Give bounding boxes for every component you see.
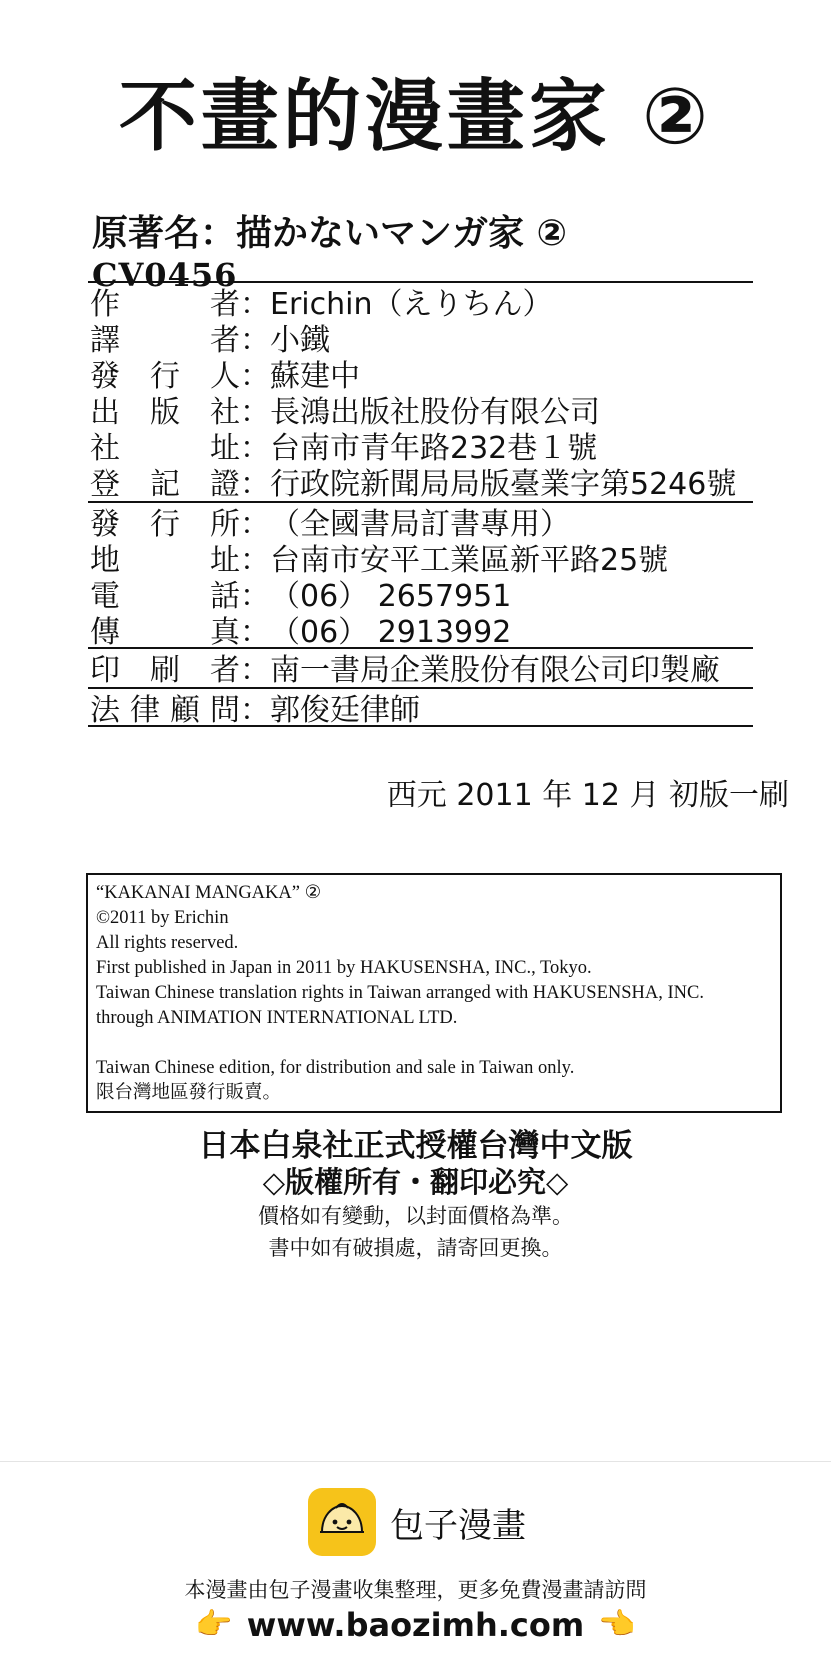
label-char: 社 (90, 431, 120, 466)
label-char: 刷 (150, 653, 180, 688)
divider (88, 687, 753, 689)
label-char: 址 (210, 431, 240, 466)
rights-notice: ◇版權所有・翻印必究◇ (262, 1165, 569, 1199)
copyright-box (86, 873, 782, 1113)
copyright-line: ©2011 by Erichin (96, 908, 229, 928)
label-char: 所 (210, 507, 240, 542)
label-char: 問 (210, 693, 240, 728)
info-row (90, 610, 511, 648)
row-value: 長鴻出版社股份有限公司 (270, 395, 600, 430)
row-value: 台南市安平工業區新平路25號 (270, 543, 669, 578)
label-char: 者 (210, 323, 240, 358)
row-label (90, 645, 240, 689)
row-colon: ： (240, 543, 270, 578)
row-colon: ： (240, 467, 270, 502)
label-char: 者 (210, 287, 240, 322)
copyright-line: First published in Japan in 2011 by HAKUSENSHA, INC., Tokyo. (96, 958, 592, 978)
footer-notice: 本漫畫由包子漫畫收集整理，更多免費漫畫請訪問 (184, 1578, 647, 1602)
copyright-line: Taiwan Chinese translation rights in Taiwan arranged with HAKUSENSHA, INC. (96, 983, 704, 1003)
copyright-line: All rights reserved. (96, 933, 239, 953)
pointing-left-icon: 👈 (598, 1607, 636, 1642)
label-char: 律 (130, 693, 160, 728)
label-char: 出 (90, 395, 120, 430)
label-char: 發 (90, 507, 120, 542)
row-colon: ： (240, 359, 270, 394)
row-colon: ： (240, 579, 270, 614)
page-title: 不畫的漫畫家 ② (118, 72, 713, 162)
catalog-code: CV0456 (92, 256, 238, 294)
label-char: 址 (210, 543, 240, 578)
blank-line (96, 1031, 772, 1056)
label-char: 行 (150, 507, 180, 542)
row-value: （06） 2657951 (270, 579, 512, 614)
row-label (90, 459, 240, 503)
label-char: 人 (210, 359, 240, 394)
row-value: （全國書局訂書專用） (270, 507, 570, 542)
label-char: 顧 (170, 693, 200, 728)
copyright-line: 限台灣地區發行販賣。 (96, 1083, 282, 1103)
site-row (0, 1606, 831, 1644)
damage-notice: 書中如有破損處，請寄回更換。 (268, 1236, 563, 1260)
row-value: 行政院新聞局局版臺業字第5246號 (270, 467, 737, 502)
row-value: 台南市青年路232巷１號 (270, 431, 598, 466)
row-colon: ： (240, 431, 270, 466)
copyright-line: through ANIMATION INTERNATIONAL LTD. (96, 1008, 458, 1028)
info-row (90, 648, 720, 686)
brand-logo[interactable] (308, 1488, 526, 1556)
label-char: 地 (90, 543, 120, 578)
edition-info: 西元 2011 年 12 月 初版一刷 (386, 778, 789, 813)
row-value: Erichin（えりちん） (270, 287, 553, 322)
row-value: 南一書局企業股份有限公司印製廠 (270, 653, 720, 688)
row-colon: ： (240, 507, 270, 542)
label-char: 印 (90, 653, 120, 688)
row-colon: ： (240, 653, 270, 688)
row-value: 郭俊廷律師 (270, 693, 420, 728)
label-char: 登 (90, 467, 120, 502)
info-row (90, 462, 736, 500)
price-notice: 價格如有變動，以封面價格為準。 (258, 1204, 573, 1228)
brand-name: 包子漫畫 (390, 1505, 526, 1546)
row-colon: ： (240, 323, 270, 358)
row-colon: ： (240, 615, 270, 650)
pointing-right-icon: 👉 (195, 1607, 233, 1642)
copyright-line: “KAKANAI MANGAKA” ② (96, 883, 322, 903)
label-char: 行 (150, 359, 180, 394)
label-char: 發 (90, 359, 120, 394)
label-char: 傳 (90, 615, 120, 650)
copyright-line: Taiwan Chinese edition, for distribution and sale in Taiwan only. (96, 1058, 575, 1078)
label-char: 版 (150, 395, 180, 430)
original-title: 原著名：描かないマンガ家 ② (92, 213, 568, 254)
row-colon: ： (240, 287, 270, 322)
label-char: 社 (210, 395, 240, 430)
footer-divider (0, 1461, 831, 1462)
row-value: 小鐵 (270, 323, 330, 358)
label-char: 電 (90, 579, 120, 614)
row-value: 蘇建中 (270, 359, 360, 394)
bun-icon (308, 1488, 376, 1556)
row-label (90, 685, 240, 729)
label-char: 真 (210, 615, 240, 650)
label-char: 話 (210, 579, 240, 614)
label-char: 證 (210, 467, 240, 502)
site-link[interactable]: www.baozimh.com (246, 1606, 585, 1644)
label-char: 譯 (90, 323, 120, 358)
divider (88, 725, 753, 727)
row-colon: ： (240, 395, 270, 430)
label-char: 者 (210, 653, 240, 688)
label-char: 記 (150, 467, 180, 502)
info-row (90, 688, 420, 726)
row-colon: ： (240, 693, 270, 728)
authorization-notice: 日本白泉社正式授權台灣中文版 (198, 1128, 633, 1164)
label-char: 作 (90, 287, 120, 322)
label-char: 法 (90, 693, 120, 728)
row-value: （06） 2913992 (270, 615, 512, 650)
